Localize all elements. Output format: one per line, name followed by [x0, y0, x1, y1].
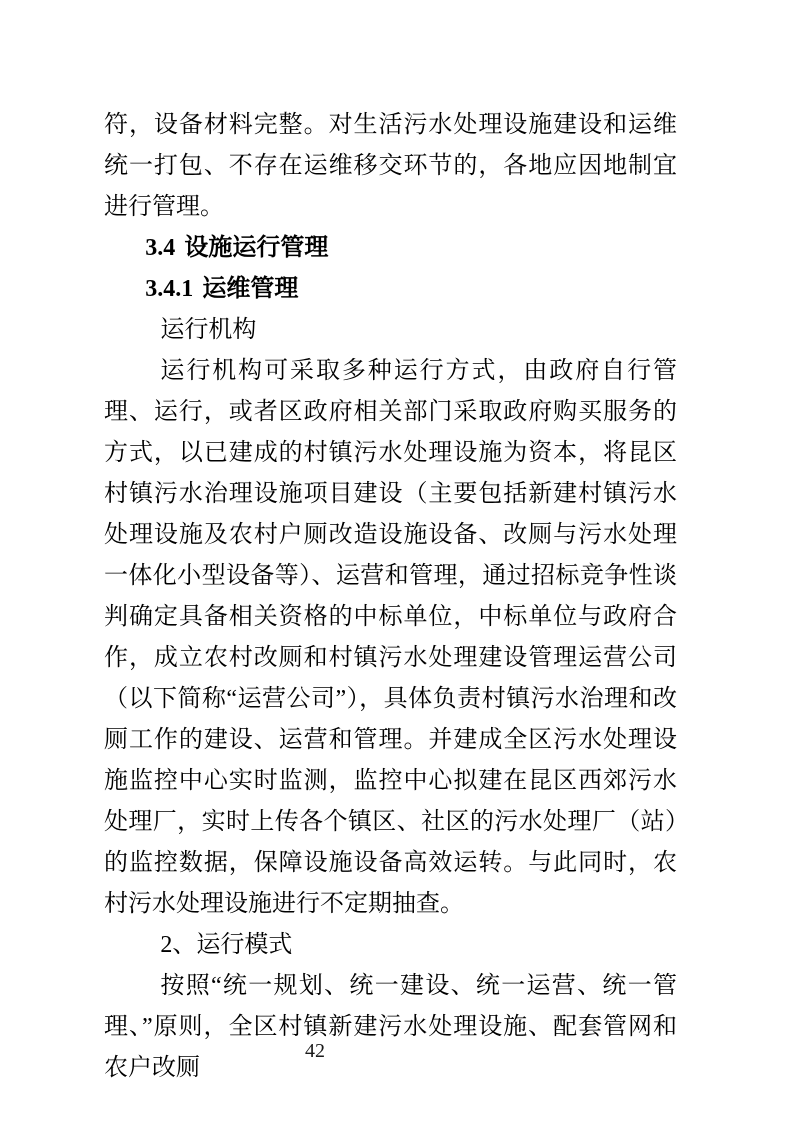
document-text-block	[104, 105, 677, 1089]
paragraph-operating-mode-body: 按照“统一规划、统一建设、统一运营、统一管理、”原则，全区村镇新建污水处理设施、配套管网和农户改厕	[104, 973, 677, 1081]
page-number: 42	[305, 1040, 325, 1062]
subsection-heading-3-4-1	[104, 269, 677, 310]
subsection-heading-label: 运维管理	[202, 276, 299, 302]
paragraph-continuation: 符，设备材料完整。对生活污水处理设施建设和运维统一打包、不存在运维移交环节的，各地应因地制宜进行管理。	[104, 112, 677, 220]
subsection-heading-number: 3.4.1	[145, 276, 194, 302]
paragraph-operating-org-title: 运行机构	[160, 317, 257, 343]
section-heading-number: 3.4	[145, 235, 176, 261]
paragraph-operating-mode-title: 2、运行模式	[160, 932, 293, 958]
section-heading-3-4	[104, 228, 677, 269]
section-heading-label: 设施运行管理	[184, 235, 329, 261]
paragraph-operating-org-body: 运行机构可采取多种运行方式，由政府自行管理、运行，或者区政府相关部门采取政府购买服务的方式，以已建成的村镇污水处理设施为资本，将昆区村镇污水治理设施项目建设（主要包括新建村镇污水处理设施及农村户厕改造设施设备、改厕与污水处理一体化小型设备等）、运营和管理，通过招标竞争性谈判确定具备相关资格的中标单位，中标单位与政府合作，成立农村改厕和村镇污水处理建设管理运营公司（以下简称“运营公司”），具体负责村镇污水治理和改厕工作的建设、运营和管理。并建成全区污水处理设施监控中心实时监测，监控中心拟建在昆区西郊污水处理厂，实时上传各个镇区、社区的污水处理厂（站）的监控数据，保障设施设备高效运转。与此同时，农村污水处理设施进行不定期抽查。	[104, 358, 677, 917]
